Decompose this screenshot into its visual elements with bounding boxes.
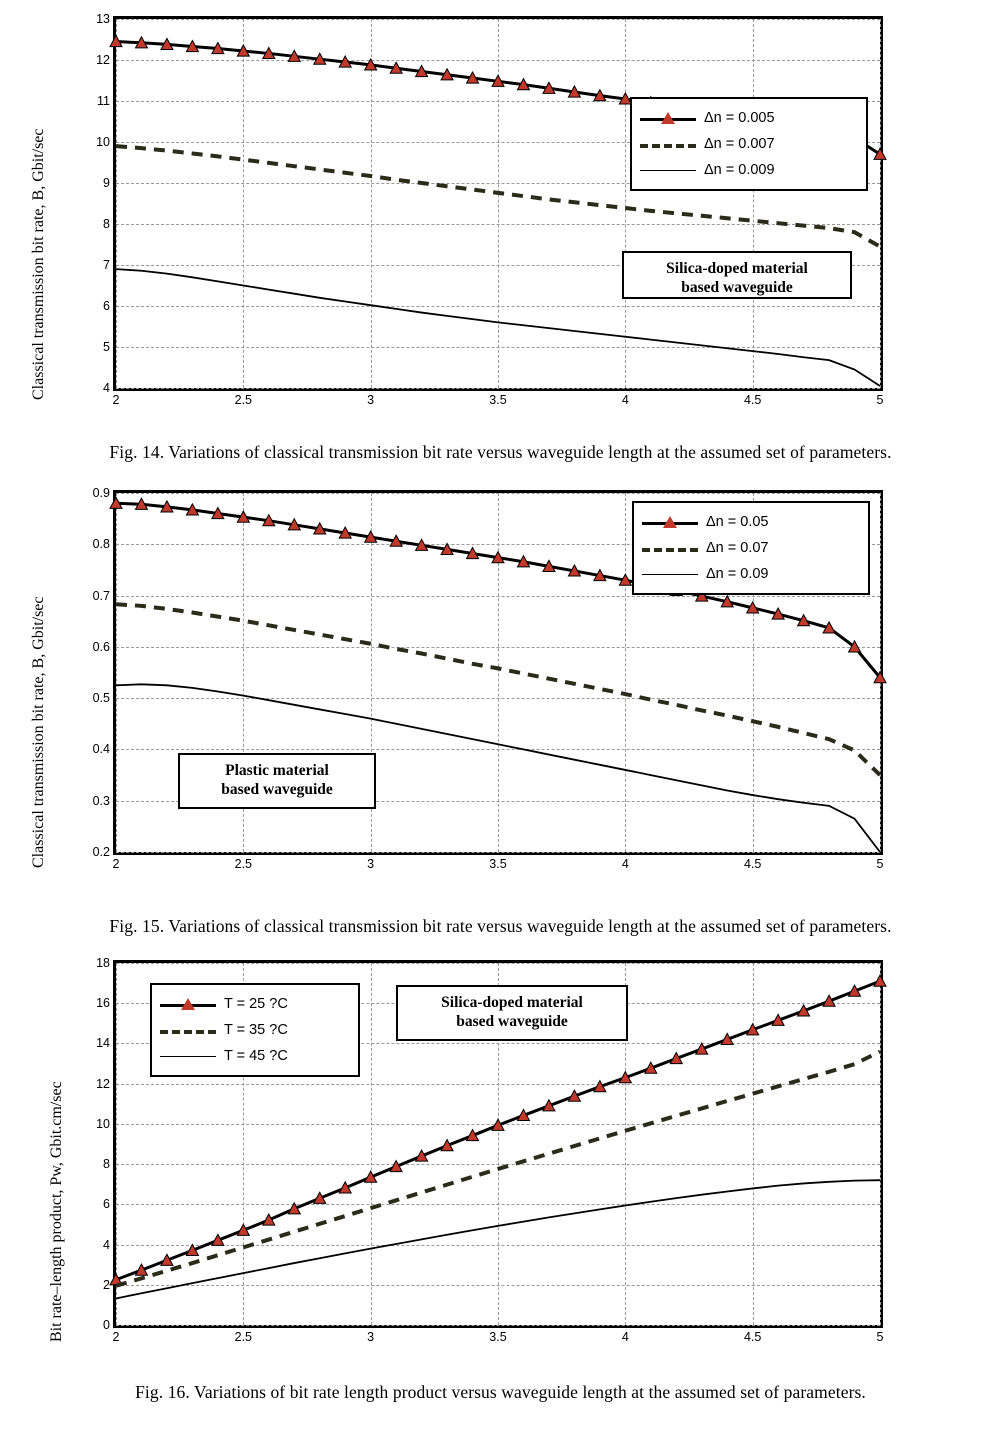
chart-series-layer xyxy=(116,19,880,388)
legend-item-label: Δn = 0.09 xyxy=(706,566,769,582)
figure-16-caption: Fig. 16. Variations of bit rate length product versus waveguide length at the assumed set of parameters. xyxy=(135,1382,866,1402)
chart-annotation-line-2: based waveguide xyxy=(681,279,793,297)
x-axis-tick-label: 3 xyxy=(367,1330,375,1344)
y-axis-tick-label: 7 xyxy=(103,258,110,272)
chart-legend xyxy=(150,983,360,1077)
legend-item-label: Δn = 0.009 xyxy=(704,162,775,178)
x-axis-tick-label: 2 xyxy=(112,857,120,871)
y-axis-tick-label: 8 xyxy=(103,217,110,231)
legend-item[interactable] xyxy=(160,991,346,1017)
y-axis-tick-label: 11 xyxy=(97,94,110,108)
chart-15 xyxy=(0,476,1001,916)
figure-15 xyxy=(0,476,1001,948)
x-axis-tick-label: 3 xyxy=(367,393,375,407)
triangle-marker-icon xyxy=(661,112,675,124)
y-axis-tick-label: 5 xyxy=(103,340,110,354)
y-axis-tick-label: 8 xyxy=(103,1157,110,1172)
chart-14-y-axis-label: Classical transmission bit rate, B, Gbit/sec xyxy=(30,128,47,400)
x-axis-tick-label: 4.5 xyxy=(743,1330,762,1344)
legend-item-label: Δn = 0.005 xyxy=(704,110,775,126)
y-axis-tick-label: 14 xyxy=(96,1036,110,1051)
series-line xyxy=(116,604,880,775)
legend-item[interactable] xyxy=(642,509,856,535)
x-axis-tick-label: 4.5 xyxy=(743,393,762,407)
legend-item[interactable] xyxy=(642,535,856,561)
figures-page xyxy=(0,2,1001,1445)
x-axis-tick-label: 3.5 xyxy=(489,1330,507,1344)
chart-annotation-line-1: Silica-doped material xyxy=(666,260,808,277)
figure-15-caption: Fig. 15. Variations of classical transmission bit rate versus waveguide length at the assumed set of parameters. xyxy=(109,916,892,936)
y-axis-tick-label: 16 xyxy=(96,996,110,1011)
triangle-marker-icon xyxy=(663,516,677,528)
legend-item[interactable] xyxy=(160,1017,346,1043)
legend-swatch-icon xyxy=(640,111,696,125)
figure-14-caption: Fig. 14. Variations of classical transmission bit rate versus waveguide length at the assumed set of parameters. xyxy=(109,442,892,462)
legend-item[interactable] xyxy=(640,105,854,131)
y-axis-tick-label: 12 xyxy=(96,1076,110,1091)
y-axis-tick-label: 6 xyxy=(103,299,110,313)
y-axis-tick-label: 10 xyxy=(96,1116,110,1131)
legend-item[interactable] xyxy=(640,131,854,157)
y-axis-tick-label: 0.8 xyxy=(92,537,110,552)
chart-16 xyxy=(0,950,1001,1382)
y-axis-tick-label: 6 xyxy=(103,1197,110,1212)
legend-item[interactable] xyxy=(642,561,856,587)
legend-item-label: T = 35 ?C xyxy=(224,1022,288,1038)
y-axis-tick-label: 0.9 xyxy=(92,486,110,500)
y-axis-tick-label: 0.3 xyxy=(92,793,110,808)
x-axis-tick-label: 4 xyxy=(621,857,629,871)
y-axis-tick-label: 4 xyxy=(103,381,110,395)
legend-item-label: Δn = 0.05 xyxy=(706,514,769,530)
gridline-horizontal xyxy=(116,852,880,853)
y-axis-tick-label: 10 xyxy=(96,135,110,149)
chart-16-plot-area xyxy=(96,956,884,1344)
chart-14-plot-area xyxy=(96,12,884,407)
legend-item-label: T = 45 ?C xyxy=(224,1048,288,1064)
legend-swatch-icon xyxy=(160,1049,216,1063)
legend-swatch-icon xyxy=(642,541,698,555)
x-axis-tick-label: 5 xyxy=(876,393,884,407)
chart-annotation-line-2: based waveguide xyxy=(456,1013,568,1031)
x-axis-tick-label: 4 xyxy=(621,1330,629,1344)
chart-annotation-line-1: Plastic material xyxy=(225,762,329,779)
x-axis-tick-label: 5 xyxy=(876,1330,884,1344)
chart-legend xyxy=(630,97,868,191)
legend-swatch-icon xyxy=(640,137,696,151)
x-axis-tick-label: 2 xyxy=(112,1330,120,1344)
y-axis-tick-label: 9 xyxy=(103,176,110,190)
x-axis-tick-label: 3.5 xyxy=(489,393,507,407)
chart-annotation xyxy=(396,985,628,1041)
y-axis-tick-label: 0.4 xyxy=(92,742,110,757)
chart-15-y-axis-label: Classical transmission bit rate, B, Gbit/sec xyxy=(30,596,47,868)
legend-swatch-icon xyxy=(642,567,698,581)
y-axis-tick-label: 18 xyxy=(96,956,110,970)
x-axis-tick-label: 2.5 xyxy=(234,857,253,871)
chart-annotation xyxy=(622,251,852,299)
legend-swatch-icon xyxy=(160,1023,216,1037)
chart-15-plot-area xyxy=(92,486,884,871)
legend-item[interactable] xyxy=(160,1043,346,1069)
y-axis-tick-label: 13 xyxy=(96,12,110,26)
gridline-horizontal xyxy=(116,388,880,389)
x-axis-tick-label: 4.5 xyxy=(743,857,762,871)
series-line xyxy=(116,1051,880,1285)
y-axis-tick-label: 0.7 xyxy=(92,588,110,603)
x-axis-tick-label: 2.5 xyxy=(234,393,253,407)
chart-14 xyxy=(0,2,1001,442)
chart-annotation-line-2: based waveguide xyxy=(221,781,333,799)
chart-annotation-line-1: Silica-doped material xyxy=(441,994,583,1011)
triangle-marker-icon xyxy=(181,998,195,1010)
legend-item-label: T = 25 ?C xyxy=(224,996,288,1012)
x-axis-tick-label: 3 xyxy=(367,857,375,871)
y-axis-tick-label: 0.2 xyxy=(92,845,110,859)
x-axis-tick-label: 4 xyxy=(621,393,629,407)
chart-annotation xyxy=(178,753,376,809)
figure-16 xyxy=(0,950,1001,1420)
x-axis-tick-label: 2.5 xyxy=(234,1330,253,1344)
series-line xyxy=(116,1180,880,1298)
y-axis-tick-label: 12 xyxy=(96,53,110,67)
legend-item-label: Δn = 0.07 xyxy=(706,540,769,556)
y-axis-tick-label: 2 xyxy=(103,1277,110,1292)
legend-item[interactable] xyxy=(640,157,854,183)
gridline-vertical xyxy=(880,963,881,1325)
chart-16-y-axis-label: Bit rate–length product, Pw, Gbit.cm/sec xyxy=(48,1081,65,1342)
y-axis-tick-label: 4 xyxy=(103,1237,110,1252)
x-axis-tick-label: 2 xyxy=(112,393,120,407)
y-axis-tick-label: 0.5 xyxy=(92,691,110,706)
x-axis-tick-label: 3.5 xyxy=(489,857,507,871)
legend-swatch-icon xyxy=(640,163,696,177)
gridline-vertical xyxy=(880,19,881,388)
figure-14 xyxy=(0,2,1001,474)
legend-swatch-icon xyxy=(160,997,216,1011)
legend-swatch-icon xyxy=(642,515,698,529)
y-axis-tick-label: 0.6 xyxy=(92,639,110,654)
chart-legend xyxy=(632,501,870,595)
gridline-horizontal xyxy=(116,1325,880,1326)
x-axis-tick-label: 5 xyxy=(876,857,884,871)
y-axis-tick-label: 0 xyxy=(103,1318,110,1332)
legend-item-label: Δn = 0.007 xyxy=(704,136,775,152)
